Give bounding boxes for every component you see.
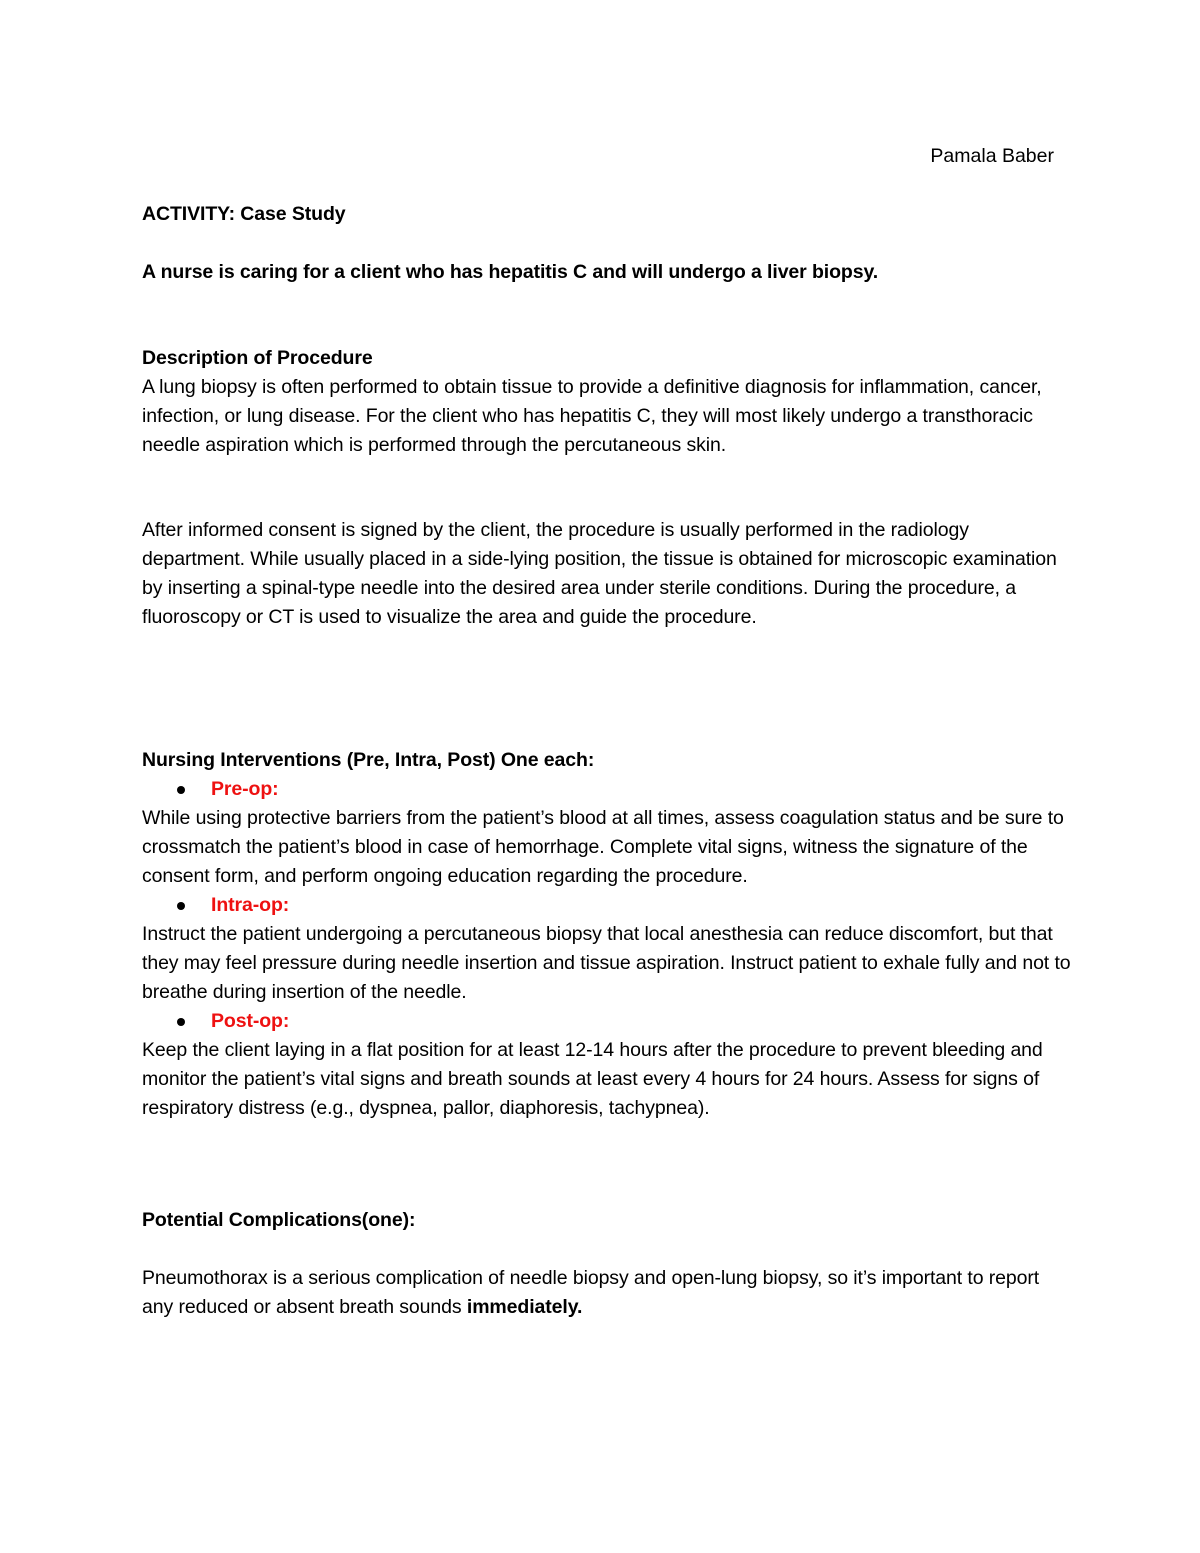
author-name: Pamala Baber — [930, 145, 1054, 167]
complications-heading: Potential Complications(one): — [142, 1209, 416, 1231]
interventions-section — [142, 746, 1072, 1123]
scenario-statement — [142, 258, 1072, 287]
complications-body — [142, 1264, 1072, 1322]
description-section — [142, 344, 1072, 460]
intra-op-text: Instruct the patient undergoing a percutaneous biopsy that local anesthesia can reduce discomfort, but that they may feel pressure during needle insertion and tissue aspiration. Instruct patient to exhale fully and not to breathe during insertion of the needle. — [142, 923, 1071, 1003]
post-op-text: Keep the client laying in a flat position for at least 12-14 hours after the procedure to prevent bleeding and monitor the patient’s vital signs and breath sounds at least every 4 hours for 24 hours. Assess for signs of respiratory distress (e.g., dyspnea, pallor, diaphoresis, tachypnea). — [142, 1039, 1043, 1119]
description-paragraph-1: A lung biopsy is often performed to obtain tissue to provide a definitive diagnosis for inflammation, cancer, infection, or lung disease. For the client who has hepatitis C, they will most likely undergo a transthoracic needle aspiration which is performed through the percutaneous skin. — [142, 376, 1042, 456]
scenario-text: A nurse is caring for a client who has hepatitis C and will undergo a liver biopsy. — [142, 261, 879, 283]
pre-op-label: Pre-op: — [211, 778, 279, 800]
pre-op-text: While using protective barriers from the patient’s blood at all times, assess coagulation status and be sure to crossmatch the patient’s blood in case of hemorrhage. Complete vital signs, witness the signature of the consent form, and perform ongoing education regarding the procedure. — [142, 807, 1064, 887]
complications-text — [142, 1264, 1072, 1322]
intra-op-label: Intra-op: — [211, 894, 290, 916]
bullet-pre-op — [142, 775, 1072, 804]
description-paragraph-2: After informed consent is signed by the client, the procedure is usually performed in the radiology department. While usually placed in a side-lying position, the tissue is obtained for microscopic examination by inserting a spinal-type needle into the desired area under sterile conditions. During the procedure, a fluoroscopy or CT is used to visualize the area and guide the procedure. — [142, 519, 1057, 628]
bullet-dot-icon — [177, 786, 185, 794]
bullet-post-op — [142, 1007, 1072, 1036]
complications-section — [142, 1206, 1072, 1235]
complications-main-text: Pneumothorax is a serious complication of needle biopsy and open-lung biopsy, so it’s important to report any reduced or absent breath sounds — [142, 1267, 1040, 1318]
description-heading: Description of Procedure — [142, 347, 373, 369]
bullet-dot-icon — [177, 1018, 185, 1026]
interventions-heading: Nursing Interventions (Pre, Intra, Post) One each: — [142, 749, 595, 771]
bullet-intra-op — [142, 891, 1072, 920]
post-op-label: Post-op: — [211, 1010, 290, 1032]
bullet-dot-icon — [177, 902, 185, 910]
complications-emphasis: immediately. — [466, 1296, 583, 1318]
activity-title — [142, 200, 1072, 229]
description-paragraph-2-block — [142, 516, 1072, 632]
activity-title-text: ACTIVITY: Case Study — [142, 203, 346, 225]
